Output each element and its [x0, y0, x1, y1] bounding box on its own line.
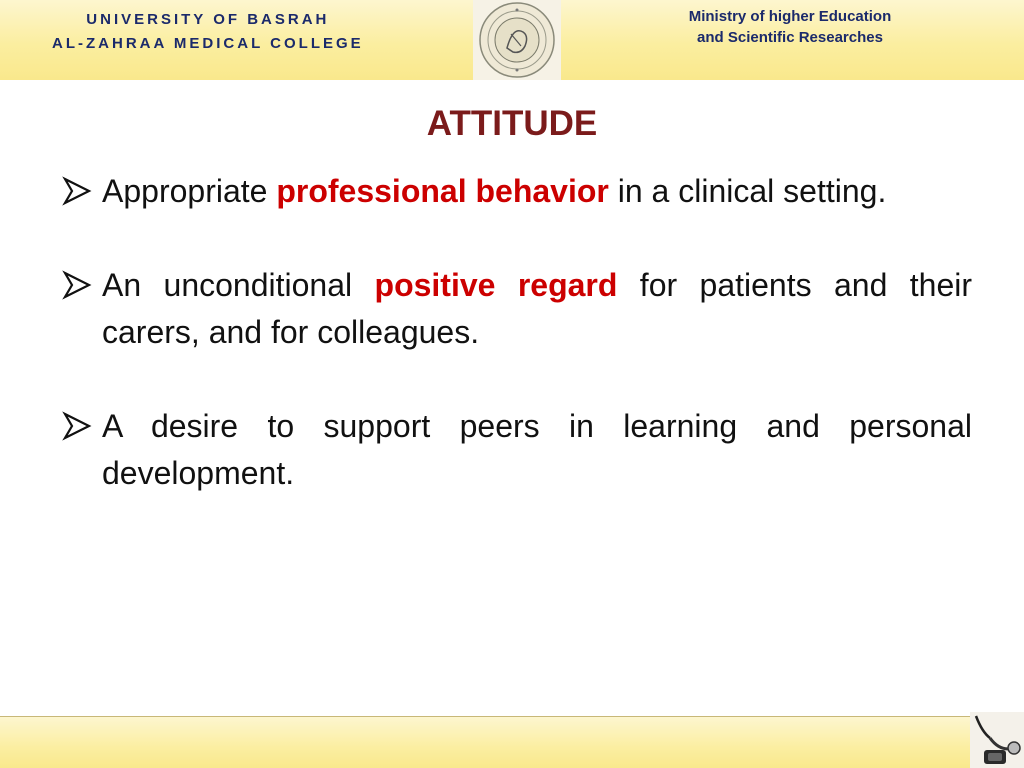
bullet-item: [62, 262, 972, 356]
ministry-line-1: Ministry of higher Education: [688, 8, 892, 25]
arrow-bullet-icon: [62, 411, 92, 441]
ministry-name: [640, 6, 940, 48]
university-line-1: UNIVERSITY OF BASRAH: [86, 11, 330, 28]
header-band: [0, 0, 1024, 80]
university-name: [52, 8, 364, 56]
bullet-text-after: for patients and their carers, and for colleagues.: [102, 267, 973, 350]
arrow-bullet-icon: [62, 270, 92, 300]
bullet-text: [102, 262, 972, 356]
bullet-text: [102, 403, 972, 497]
university-line-2: AL-ZAHRAA MEDICAL COLLEGE: [52, 35, 364, 52]
bullet-highlight: professional behavior: [276, 173, 609, 209]
bullet-text: [102, 168, 972, 215]
footer-band: [0, 716, 1024, 768]
bullet-text-before: An unconditional: [102, 267, 375, 303]
bullet-list: [62, 168, 972, 544]
bullet-highlight: positive regard: [374, 267, 618, 303]
arrow-bullet-icon: [62, 176, 92, 206]
bullet-item: [62, 403, 972, 497]
college-seal-icon: [473, 0, 561, 80]
bullet-text-after: in a clinical setting.: [608, 173, 887, 209]
ministry-line-2: and Scientific Researches: [697, 29, 883, 46]
stethoscope-icon: [970, 712, 1024, 768]
bullet-item: [62, 168, 972, 215]
slide-title: ATTITUDE: [426, 104, 598, 143]
bullet-text-before: A desire to support peers in learning and personal development.: [102, 408, 972, 491]
bullet-text-before: Appropriate: [102, 173, 277, 209]
